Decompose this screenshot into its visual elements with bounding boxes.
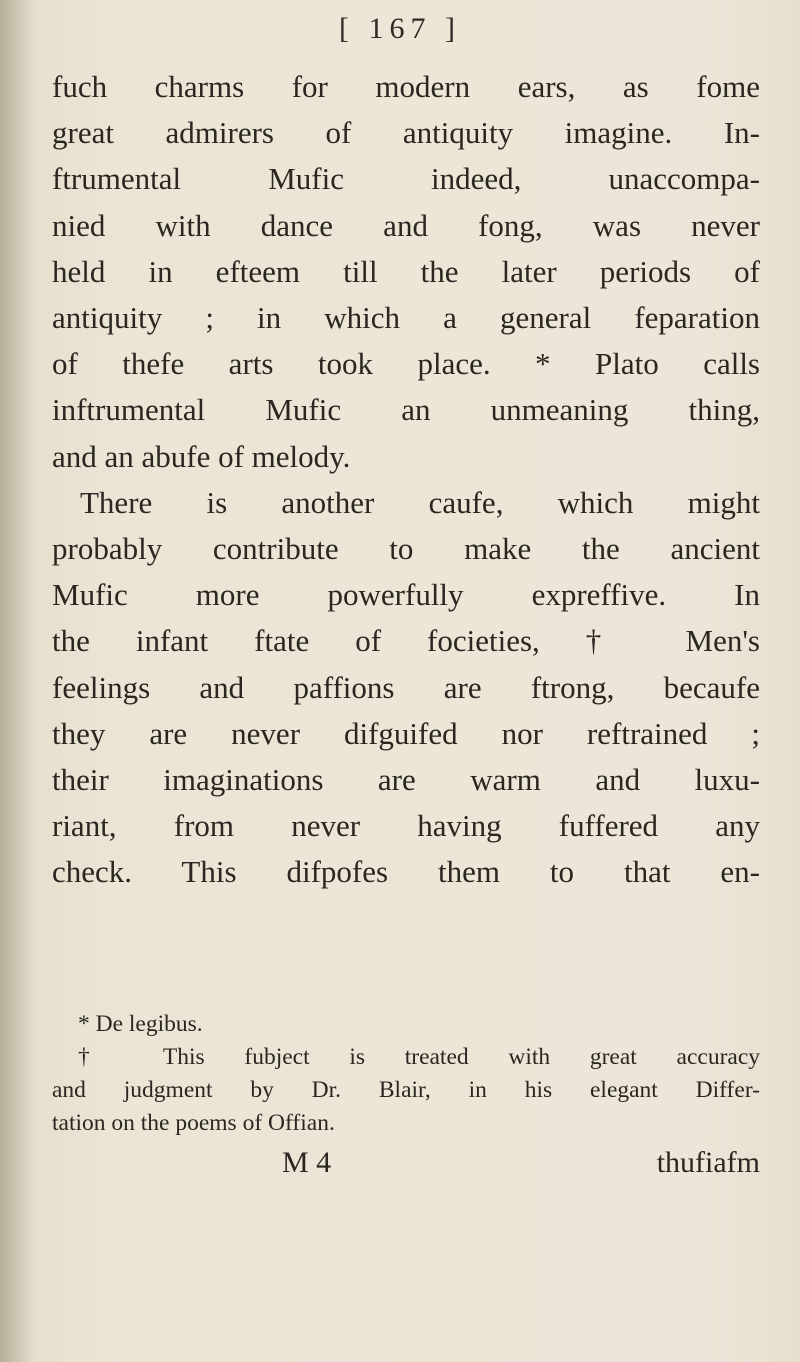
text-line: feelings and paffions are ftrong, becaufe <box>52 669 760 705</box>
page-footer <box>52 1146 760 1186</box>
text-line: held in efteem till the later periods of <box>52 253 760 289</box>
text-line: probably contribute to make the ancient <box>52 531 760 567</box>
text-line: nied with dance and fong, was never <box>52 207 760 243</box>
footnote-line: and judgment by Dr. Blair, in his elegant Differ- <box>52 1077 760 1103</box>
text-line: check. This difpofes them to that en- <box>52 854 760 890</box>
page-number-header: [ 167 ] <box>339 12 461 45</box>
text-line: fuch charms for modern ears, as fome <box>52 69 760 104</box>
text-line: the infant ftate of focieties, † Men's <box>52 623 760 659</box>
text-line: they are never difguifed nor reftrained ; <box>52 715 760 751</box>
text-line: inftrumental Mufic an unmeaning thing, <box>52 392 760 428</box>
footnote-line: tation on the poems of Offian. <box>52 1110 335 1136</box>
footnote-line: † This fubject is treated with great accuracy <box>78 1044 760 1070</box>
signature-mark: M 4 <box>282 1146 332 1179</box>
catchword: thufiafm <box>656 1146 760 1179</box>
text-line: great admirers of antiquity imagine. In- <box>52 115 760 151</box>
footnote-line: * De legibus. <box>78 1011 203 1037</box>
text-line: their imaginations are warm and luxu- <box>52 762 760 798</box>
text-line: of thefe arts took place. * Plato calls <box>52 346 760 382</box>
text-line: There is another caufe, which might <box>80 484 760 520</box>
text-line: riant, from never having fuffered any <box>52 808 760 844</box>
footnotes <box>52 1008 760 1140</box>
text-line: antiquity ; in which a general feparation <box>52 300 760 336</box>
body-text <box>52 64 760 896</box>
gutter-shadow <box>0 0 34 1362</box>
text-line: Mufic more powerfully expreffive. In <box>52 577 760 613</box>
text-line: and an abufe of melody. <box>52 438 351 474</box>
text-line: ftrumental Mufic indeed, unaccompa- <box>52 161 760 197</box>
